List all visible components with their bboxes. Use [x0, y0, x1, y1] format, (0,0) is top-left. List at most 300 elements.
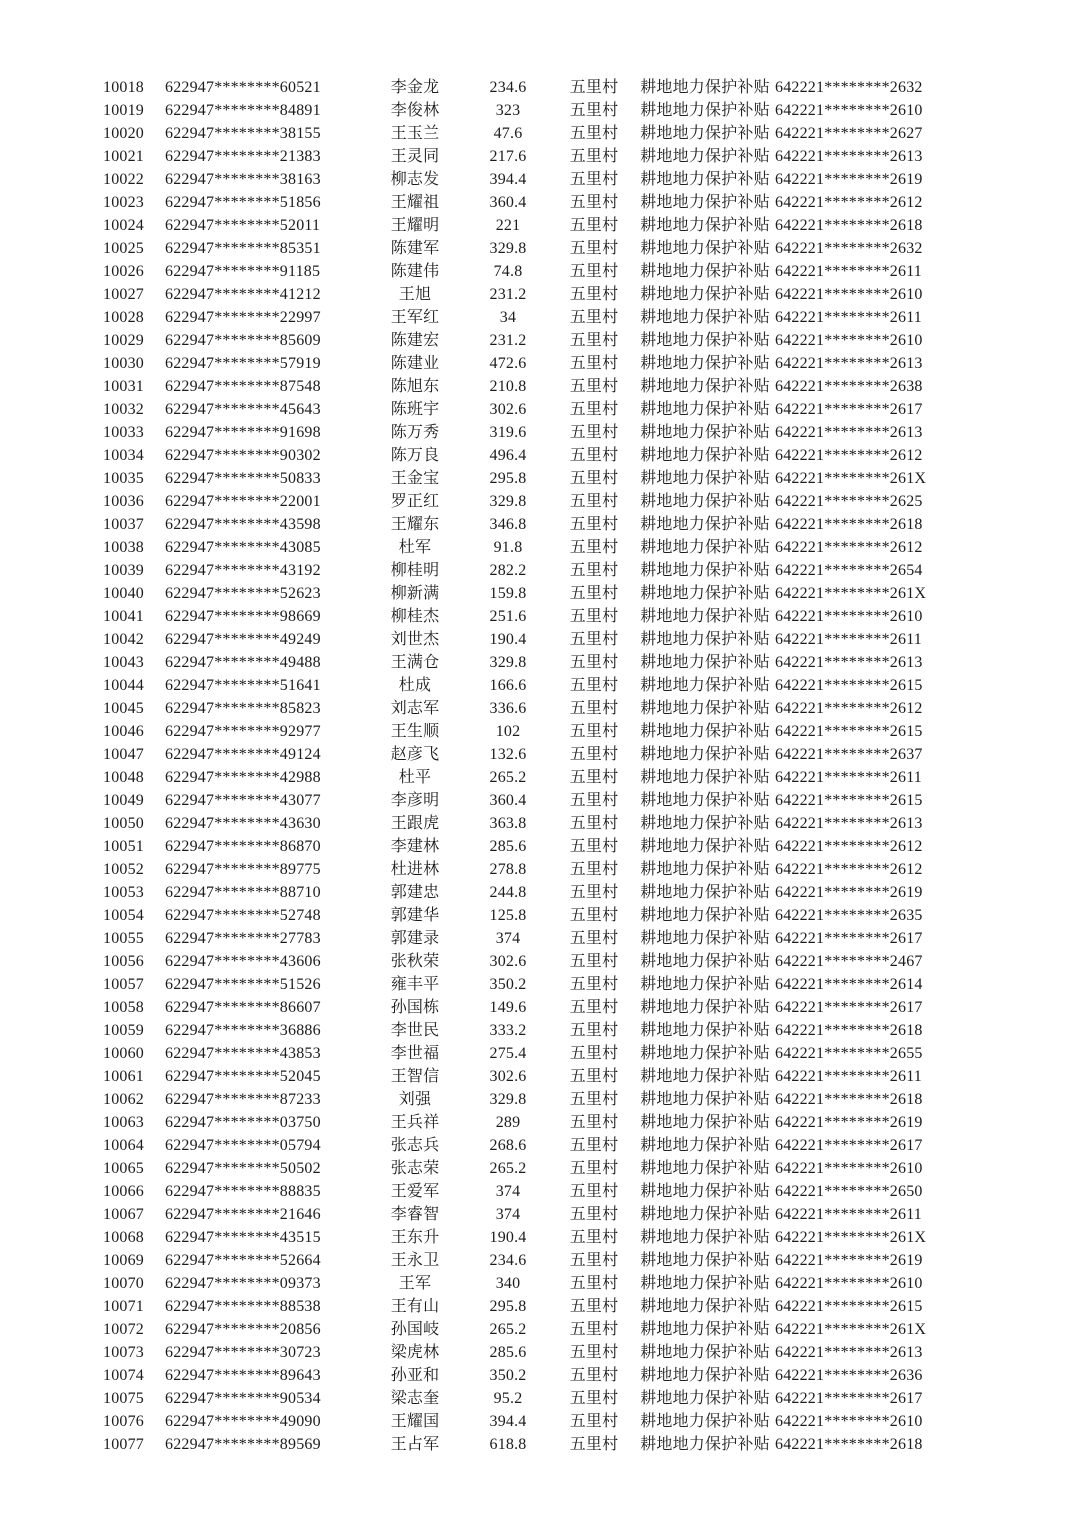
cell-id-number: 622947********27783	[165, 930, 321, 947]
cell-seq: 10066	[103, 1183, 144, 1200]
cell-amount: 132.6	[489, 746, 527, 763]
table-row	[103, 1180, 971, 1203]
table-row	[103, 904, 971, 927]
cell-seq: 10071	[103, 1298, 144, 1315]
table-row	[103, 789, 971, 812]
cell-id-number: 622947********49488	[165, 654, 321, 671]
cell-id-number: 622947********09373	[165, 1275, 321, 1292]
cell-seq: 10045	[103, 700, 144, 717]
cell-amount: 360.4	[489, 194, 527, 211]
cell-village: 五里村	[569, 1229, 619, 1246]
cell-amount: 323	[495, 102, 521, 119]
table-row	[103, 214, 971, 237]
cell-amount: 618.8	[489, 1436, 527, 1453]
cell-name: 王玉兰	[390, 125, 440, 142]
cell-subsidy-type: 耕地地力保护补贴	[640, 516, 770, 533]
cell-subsidy-type: 耕地地力保护补贴	[640, 493, 770, 510]
cell-amount: 302.6	[489, 401, 527, 418]
cell-village: 五里村	[569, 516, 619, 533]
cell-seq: 10026	[103, 263, 144, 280]
cell-seq: 10035	[103, 470, 144, 487]
cell-subsidy-type: 耕地地力保护补贴	[640, 792, 770, 809]
cell-id-number: 622947********60521	[165, 79, 321, 96]
cell-seq: 10039	[103, 562, 144, 579]
table-row	[103, 352, 971, 375]
cell-subsidy-type: 耕地地力保护补贴	[640, 332, 770, 349]
cell-amount: 231.2	[489, 286, 527, 303]
cell-seq: 10069	[103, 1252, 144, 1269]
cell-subsidy-type: 耕地地力保护补贴	[640, 171, 770, 188]
cell-village: 五里村	[569, 355, 619, 372]
cell-village: 五里村	[569, 447, 619, 464]
cell-seq: 10029	[103, 332, 144, 349]
cell-village: 五里村	[569, 286, 619, 303]
cell-amount: 268.6	[489, 1137, 527, 1154]
cell-village: 五里村	[569, 585, 619, 602]
cell-subsidy-type: 耕地地力保护补贴	[640, 1206, 770, 1223]
cell-subsidy-type: 耕地地力保护补贴	[640, 194, 770, 211]
cell-subsidy-type: 耕地地力保护补贴	[640, 102, 770, 119]
cell-seq: 10020	[103, 125, 144, 142]
cell-seq: 10075	[103, 1390, 144, 1407]
cell-village: 五里村	[569, 240, 619, 257]
cell-account: 642221********2625	[775, 493, 923, 510]
cell-seq: 10046	[103, 723, 144, 740]
table-row	[103, 835, 971, 858]
cell-account: 642221********2617	[775, 1390, 923, 1407]
table-row	[103, 1111, 971, 1134]
cell-village: 五里村	[569, 746, 619, 763]
cell-seq: 10052	[103, 861, 144, 878]
table-row	[103, 237, 971, 260]
cell-amount: 319.6	[489, 424, 527, 441]
cell-account: 642221********2618	[775, 516, 923, 533]
table-row	[103, 1318, 971, 1341]
cell-name: 李彦明	[390, 792, 440, 809]
cell-account: 642221********2619	[775, 1114, 923, 1131]
cell-name: 陈建伟	[390, 263, 440, 280]
cell-village: 五里村	[569, 884, 619, 901]
cell-account: 642221********2610	[775, 286, 923, 303]
cell-village: 五里村	[569, 1022, 619, 1039]
cell-subsidy-type: 耕地地力保护补贴	[640, 447, 770, 464]
cell-village: 五里村	[569, 1436, 619, 1453]
cell-amount: 251.6	[489, 608, 527, 625]
cell-amount: 234.6	[489, 1252, 527, 1269]
cell-name: 李建林	[390, 838, 440, 855]
cell-account: 642221********2610	[775, 1160, 923, 1177]
cell-village: 五里村	[569, 148, 619, 165]
cell-name: 柳桂明	[390, 562, 440, 579]
cell-name: 李世民	[390, 1022, 440, 1039]
cell-seq: 10073	[103, 1344, 144, 1361]
cell-amount: 265.2	[489, 769, 527, 786]
cell-account: 642221********2613	[775, 654, 923, 671]
cell-seq: 10032	[103, 401, 144, 418]
cell-account: 642221********2613	[775, 148, 923, 165]
cell-seq: 10060	[103, 1045, 144, 1062]
cell-name: 柳志发	[390, 171, 440, 188]
cell-id-number: 622947********22997	[165, 309, 321, 326]
table-row	[103, 145, 971, 168]
cell-amount: 91.8	[493, 539, 523, 556]
cell-account: 642221********2612	[775, 861, 923, 878]
cell-name: 郭建忠	[390, 884, 440, 901]
cell-name: 陈班宇	[390, 401, 440, 418]
cell-id-number: 622947********52045	[165, 1068, 321, 1085]
cell-village: 五里村	[569, 539, 619, 556]
cell-amount: 363.8	[489, 815, 527, 832]
cell-account: 642221********2610	[775, 1275, 923, 1292]
cell-amount: 329.8	[489, 1091, 527, 1108]
cell-village: 五里村	[569, 608, 619, 625]
cell-name: 王军	[398, 1275, 432, 1292]
table-row	[103, 628, 971, 651]
subsidy-table	[103, 76, 971, 1456]
cell-village: 五里村	[569, 1045, 619, 1062]
cell-id-number: 622947********20856	[165, 1321, 321, 1338]
cell-account: 642221********2650	[775, 1183, 923, 1200]
table-row	[103, 421, 971, 444]
cell-id-number: 622947********43077	[165, 792, 321, 809]
cell-subsidy-type: 耕地地力保护补贴	[640, 677, 770, 694]
cell-seq: 10025	[103, 240, 144, 257]
cell-id-number: 622947********43630	[165, 815, 321, 832]
cell-id-number: 622947********98669	[165, 608, 321, 625]
cell-id-number: 622947********30723	[165, 1344, 321, 1361]
cell-amount: 329.8	[489, 493, 527, 510]
table-row	[103, 766, 971, 789]
table-row	[103, 582, 971, 605]
cell-account: 642221********2613	[775, 815, 923, 832]
cell-seq: 10061	[103, 1068, 144, 1085]
cell-subsidy-type: 耕地地力保护补贴	[640, 1252, 770, 1269]
cell-id-number: 622947********43598	[165, 516, 321, 533]
cell-village: 五里村	[569, 1206, 619, 1223]
cell-subsidy-type: 耕地地力保护补贴	[640, 355, 770, 372]
table-row	[103, 513, 971, 536]
cell-id-number: 622947********21646	[165, 1206, 321, 1223]
cell-name: 王东升	[390, 1229, 440, 1246]
cell-id-number: 622947********89569	[165, 1436, 321, 1453]
cell-id-number: 622947********87548	[165, 378, 321, 395]
cell-subsidy-type: 耕地地力保护补贴	[640, 286, 770, 303]
cell-amount: 210.8	[489, 378, 527, 395]
cell-village: 五里村	[569, 1068, 619, 1085]
cell-subsidy-type: 耕地地力保护补贴	[640, 1275, 770, 1292]
cell-seq: 10072	[103, 1321, 144, 1338]
cell-amount: 329.8	[489, 240, 527, 257]
table-row	[103, 559, 971, 582]
cell-subsidy-type: 耕地地力保护补贴	[640, 1367, 770, 1384]
cell-village: 五里村	[569, 907, 619, 924]
cell-seq: 10044	[103, 677, 144, 694]
cell-id-number: 622947********38155	[165, 125, 321, 142]
table-row	[103, 1364, 971, 1387]
cell-subsidy-type: 耕地地力保护补贴	[640, 723, 770, 740]
cell-name: 张志荣	[390, 1160, 440, 1177]
cell-village: 五里村	[569, 654, 619, 671]
cell-name: 孙国岐	[390, 1321, 440, 1338]
cell-subsidy-type: 耕地地力保护补贴	[640, 1022, 770, 1039]
cell-seq: 10030	[103, 355, 144, 372]
cell-name: 梁志奎	[390, 1390, 440, 1407]
cell-account: 642221********2619	[775, 171, 923, 188]
cell-village: 五里村	[569, 309, 619, 326]
table-row	[103, 444, 971, 467]
cell-name: 陈建宏	[390, 332, 440, 349]
cell-village: 五里村	[569, 677, 619, 694]
cell-seq: 10023	[103, 194, 144, 211]
cell-amount: 336.6	[489, 700, 527, 717]
cell-account: 642221********2632	[775, 240, 923, 257]
cell-id-number: 622947********90534	[165, 1390, 321, 1407]
cell-subsidy-type: 耕地地力保护补贴	[640, 378, 770, 395]
table-row	[103, 1387, 971, 1410]
cell-village: 五里村	[569, 792, 619, 809]
cell-seq: 10077	[103, 1436, 144, 1453]
cell-account: 642221********2612	[775, 194, 923, 211]
cell-account: 642221********261X	[775, 470, 927, 487]
table-row	[103, 283, 971, 306]
cell-amount: 333.2	[489, 1022, 527, 1039]
cell-village: 五里村	[569, 1390, 619, 1407]
cell-account: 642221********2618	[775, 1436, 923, 1453]
table-row	[103, 927, 971, 950]
table-row	[103, 168, 971, 191]
table-row	[103, 1088, 971, 1111]
cell-id-number: 622947********90302	[165, 447, 321, 464]
cell-subsidy-type: 耕地地力保护补贴	[640, 1413, 770, 1430]
cell-name: 王跟虎	[390, 815, 440, 832]
cell-subsidy-type: 耕地地力保护补贴	[640, 746, 770, 763]
cell-name: 陈万秀	[390, 424, 440, 441]
table-row	[103, 1157, 971, 1180]
table-row	[103, 329, 971, 352]
cell-name: 王爱军	[390, 1183, 440, 1200]
table-row	[103, 1272, 971, 1295]
cell-seq: 10056	[103, 953, 144, 970]
cell-seq: 10050	[103, 815, 144, 832]
cell-amount: 374	[495, 1183, 521, 1200]
cell-amount: 166.6	[489, 677, 527, 694]
cell-amount: 159.8	[489, 585, 527, 602]
cell-village: 五里村	[569, 401, 619, 418]
cell-name: 王永卫	[390, 1252, 440, 1269]
cell-name: 孙国栋	[390, 999, 440, 1016]
cell-subsidy-type: 耕地地力保护补贴	[640, 424, 770, 441]
cell-name: 刘世杰	[390, 631, 440, 648]
cell-account: 642221********2615	[775, 792, 923, 809]
cell-name: 雍丰平	[390, 976, 440, 993]
cell-village: 五里村	[569, 976, 619, 993]
cell-village: 五里村	[569, 493, 619, 510]
cell-name: 杜成	[398, 677, 432, 694]
cell-account: 642221********2610	[775, 608, 923, 625]
cell-village: 五里村	[569, 1252, 619, 1269]
cell-id-number: 622947********36886	[165, 1022, 321, 1039]
cell-amount: 350.2	[489, 1367, 527, 1384]
cell-amount: 265.2	[489, 1321, 527, 1338]
cell-account: 642221********261X	[775, 1321, 927, 1338]
cell-seq: 10054	[103, 907, 144, 924]
cell-seq: 10053	[103, 884, 144, 901]
cell-amount: 350.2	[489, 976, 527, 993]
cell-subsidy-type: 耕地地力保护补贴	[640, 1298, 770, 1315]
cell-amount: 231.2	[489, 332, 527, 349]
cell-subsidy-type: 耕地地力保护补贴	[640, 999, 770, 1016]
cell-village: 五里村	[569, 171, 619, 188]
cell-account: 642221********2636	[775, 1367, 923, 1384]
cell-id-number: 622947********22001	[165, 493, 321, 510]
cell-account: 642221********2615	[775, 677, 923, 694]
cell-id-number: 622947********43085	[165, 539, 321, 556]
cell-seq: 10048	[103, 769, 144, 786]
cell-account: 642221********2619	[775, 884, 923, 901]
cell-name: 王有山	[390, 1298, 440, 1315]
cell-subsidy-type: 耕地地力保护补贴	[640, 861, 770, 878]
table-row	[103, 536, 971, 559]
cell-account: 642221********2612	[775, 700, 923, 717]
cell-seq: 10018	[103, 79, 144, 96]
cell-account: 642221********2611	[775, 309, 923, 326]
cell-village: 五里村	[569, 1367, 619, 1384]
cell-account: 642221********2610	[775, 1413, 923, 1430]
cell-subsidy-type: 耕地地力保护补贴	[640, 401, 770, 418]
cell-name: 陈建业	[390, 355, 440, 372]
cell-amount: 329.8	[489, 654, 527, 671]
cell-name: 杜平	[398, 769, 432, 786]
cell-id-number: 622947********50502	[165, 1160, 321, 1177]
table-row	[103, 812, 971, 835]
cell-account: 642221********2611	[775, 263, 923, 280]
cell-account: 642221********2618	[775, 217, 923, 234]
cell-subsidy-type: 耕地地力保护补贴	[640, 1160, 770, 1177]
cell-name: 王灵同	[390, 148, 440, 165]
cell-amount: 34	[499, 309, 517, 326]
cell-id-number: 622947********85823	[165, 700, 321, 717]
cell-subsidy-type: 耕地地力保护补贴	[640, 125, 770, 142]
cell-id-number: 622947********85609	[165, 332, 321, 349]
table-row	[103, 490, 971, 513]
cell-amount: 394.4	[489, 1413, 527, 1430]
cell-subsidy-type: 耕地地力保护补贴	[640, 470, 770, 487]
cell-id-number: 622947********88835	[165, 1183, 321, 1200]
cell-amount: 221	[495, 217, 521, 234]
cell-id-number: 622947********85351	[165, 240, 321, 257]
cell-id-number: 622947********92977	[165, 723, 321, 740]
table-row	[103, 1042, 971, 1065]
cell-subsidy-type: 耕地地力保护补贴	[640, 1183, 770, 1200]
cell-amount: 285.6	[489, 838, 527, 855]
cell-village: 五里村	[569, 953, 619, 970]
table-row	[103, 122, 971, 145]
cell-id-number: 622947********51641	[165, 677, 321, 694]
cell-amount: 289	[495, 1114, 521, 1131]
cell-seq: 10058	[103, 999, 144, 1016]
cell-subsidy-type: 耕地地力保护补贴	[640, 815, 770, 832]
cell-village: 五里村	[569, 1114, 619, 1131]
cell-id-number: 622947********51526	[165, 976, 321, 993]
cell-subsidy-type: 耕地地力保护补贴	[640, 976, 770, 993]
cell-village: 五里村	[569, 102, 619, 119]
cell-seq: 10043	[103, 654, 144, 671]
cell-amount: 282.2	[489, 562, 527, 579]
cell-subsidy-type: 耕地地力保护补贴	[640, 838, 770, 855]
cell-village: 五里村	[569, 378, 619, 395]
cell-name: 王旭	[398, 286, 432, 303]
cell-village: 五里村	[569, 263, 619, 280]
cell-amount: 340	[495, 1275, 521, 1292]
cell-village: 五里村	[569, 332, 619, 349]
cell-name: 罗正红	[390, 493, 440, 510]
cell-seq: 10027	[103, 286, 144, 303]
table-row	[103, 1203, 971, 1226]
cell-amount: 102	[495, 723, 521, 740]
cell-village: 五里村	[569, 194, 619, 211]
cell-seq: 10067	[103, 1206, 144, 1223]
cell-account: 642221********2638	[775, 378, 923, 395]
cell-account: 642221********2613	[775, 424, 923, 441]
cell-subsidy-type: 耕地地力保护补贴	[640, 79, 770, 96]
cell-village: 五里村	[569, 1160, 619, 1177]
cell-id-number: 622947********43853	[165, 1045, 321, 1062]
cell-amount: 278.8	[489, 861, 527, 878]
cell-subsidy-type: 耕地地力保护补贴	[640, 654, 770, 671]
cell-village: 五里村	[569, 1321, 619, 1338]
cell-subsidy-type: 耕地地力保护补贴	[640, 539, 770, 556]
cell-amount: 374	[495, 1206, 521, 1223]
cell-subsidy-type: 耕地地力保护补贴	[640, 1068, 770, 1085]
cell-id-number: 622947********43192	[165, 562, 321, 579]
cell-account: 642221********2467	[775, 953, 923, 970]
cell-name: 李金龙	[390, 79, 440, 96]
table-row	[103, 99, 971, 122]
cell-seq: 10041	[103, 608, 144, 625]
cell-id-number: 622947********41212	[165, 286, 321, 303]
table-row	[103, 398, 971, 421]
cell-village: 五里村	[569, 769, 619, 786]
cell-village: 五里村	[569, 1275, 619, 1292]
cell-id-number: 622947********49124	[165, 746, 321, 763]
cell-village: 五里村	[569, 1091, 619, 1108]
cell-subsidy-type: 耕地地力保护补贴	[640, 1321, 770, 1338]
cell-name: 王金宝	[390, 470, 440, 487]
cell-village: 五里村	[569, 217, 619, 234]
cell-name: 李睿智	[390, 1206, 440, 1223]
cell-subsidy-type: 耕地地力保护补贴	[640, 1137, 770, 1154]
table-row	[103, 996, 971, 1019]
cell-village: 五里村	[569, 1344, 619, 1361]
cell-amount: 74.8	[493, 263, 523, 280]
cell-seq: 10042	[103, 631, 144, 648]
cell-amount: 234.6	[489, 79, 527, 96]
cell-village: 五里村	[569, 562, 619, 579]
cell-name: 张秋荣	[390, 953, 440, 970]
cell-account: 642221********2627	[775, 125, 923, 142]
cell-id-number: 622947********89775	[165, 861, 321, 878]
cell-account: 642221********2619	[775, 1252, 923, 1269]
cell-account: 642221********261X	[775, 585, 927, 602]
cell-id-number: 622947********91185	[165, 263, 321, 280]
cell-subsidy-type: 耕地地力保护补贴	[640, 148, 770, 165]
table-row	[103, 1134, 971, 1157]
table-row	[103, 306, 971, 329]
cell-subsidy-type: 耕地地力保护补贴	[640, 1045, 770, 1062]
cell-village: 五里村	[569, 1137, 619, 1154]
cell-village: 五里村	[569, 1183, 619, 1200]
cell-seq: 10065	[103, 1160, 144, 1177]
